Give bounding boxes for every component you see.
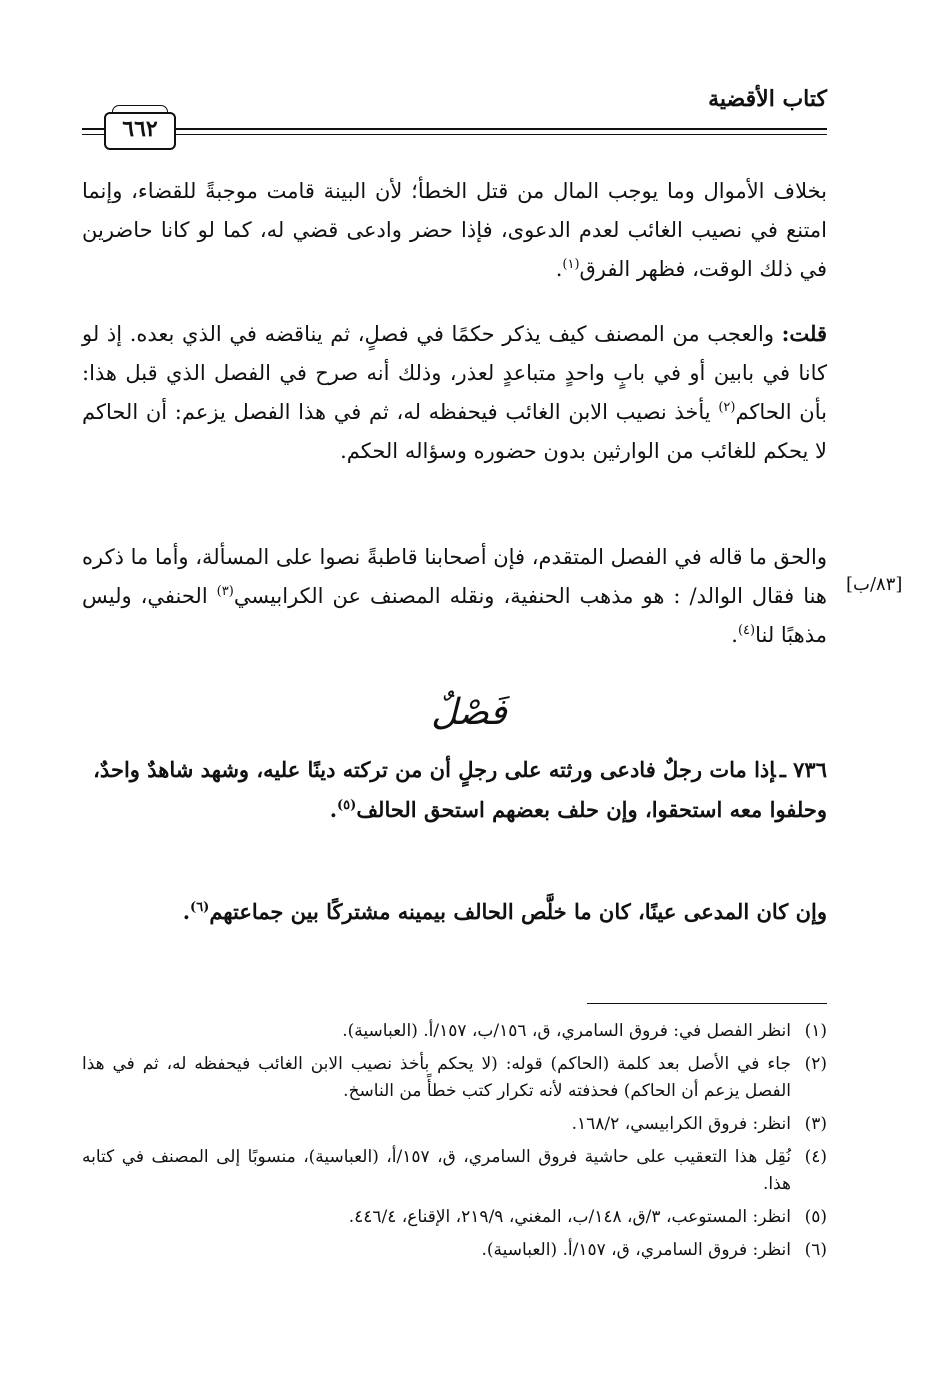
rule-continuation-end: .: [182, 899, 191, 924]
rule-continuation-text: وإن كان المدعى عينًا، كان ما خلَّص الحالف بيمينه مشتركًا بين جماعتهم: [209, 899, 827, 924]
footnote-text: انظر: المستوعب، ٣/ق، ١٤٨/ب، المغني، ٢١٩/٩، الإقناع، ٤٤٦/٤.: [348, 1207, 791, 1227]
footnote-ref-3[interactable]: (٣): [216, 584, 234, 599]
page-header: [82, 86, 827, 150]
footnote-4: [82, 1144, 827, 1198]
footnote-separator: [587, 1003, 827, 1004]
header-rule: [82, 128, 827, 130]
footnote-ref-2[interactable]: (٢): [718, 400, 736, 415]
paragraph-1: [82, 172, 827, 289]
rule-736: [82, 750, 827, 830]
footnote-text: نُقِل هذا التعقيب على حاشية فروق السامري، ق، ١٥٧/أ، (العباسية)، منسوبًا إلى المصنف في كتابه هذا.: [82, 1147, 791, 1194]
footnote-ref-1[interactable]: (١): [562, 257, 580, 272]
paragraph-2-text-b: يأخذ نصيب الابن الغائب فيحفظه له، ثم في هذا الفصل يزعم: أن الحاكم لا يحكم للغائب من الوارثين بدون حضوره وسؤاله الحكم.: [82, 400, 827, 463]
footnote-text: انظر: فروق الكرابيسي، ١٦٨/٢.: [571, 1114, 791, 1134]
footnote-text: انظر الفصل في: فروق السامري، ق، ١٥٦/ب، ١٥٧/أ. (العباسية).: [342, 1021, 791, 1041]
footnote-6: [82, 1237, 827, 1264]
rule-number: ٧٣٦ ـ: [779, 757, 827, 782]
page-number: ٦٦٢: [122, 116, 158, 142]
footnote-text: جاء في الأصل بعد كلمة (الحاكم) قوله: (لا يحكم بأخذ نصيب الابن الغائب فيحفظه له، ثم في هذا الفصل يزعم أن الحاكم) فحذفته لأنه تكرار كتب خطأً من الناسخ.: [82, 1054, 791, 1101]
footnote-number: (١): [804, 1021, 827, 1041]
page-number-frame: [104, 112, 176, 150]
chapter-title: كتاب الأقضية: [708, 86, 827, 112]
paragraph-3: [82, 538, 827, 655]
footnote-3: [82, 1111, 827, 1138]
footnote-number: (٢): [804, 1054, 827, 1074]
footnote-text: انظر: فروق السامري، ق، ١٥٧/أ. (العباسية).: [481, 1240, 791, 1260]
paragraph-2-text-a: والعجب من المصنف كيف يذكر حكمًا في فصلٍ، ثم يناقضه في الذي بعده. إذ لو كانا في بابين أو في بابٍ واحدٍ متباعدٍ لعذر، وذلك أنه صرح في الفصل الذي قبل هذا: بأن الحاكم: [82, 322, 827, 424]
rule-736-continuation: [82, 892, 827, 932]
footnote-ref-4[interactable]: (٤): [737, 623, 756, 638]
paragraph-3-text-a: والحق ما قاله في الفصل المتقدم، فإن أصحابنا قاطبةً نصوا على المسألة، وأما ما ذكره هنا فقال الوالد/ : هو مذهب الحنفية، ونقله المصنف عن الكرابيسي: [82, 545, 828, 608]
footnote-ref-6[interactable]: (٦): [190, 900, 210, 915]
rule-736-end: .: [329, 797, 338, 822]
paragraph-1-text: بخلاف الأموال وما يوجب المال من قتل الخطأ؛ لأن البينة قامت موجبةً للقضاء، وإنما امتنع في نصيب الغائب لعدم الدعوى، فإذا حضر وادعى قضي له، كما لو كانا حاضرين في ذلك الوقت، فظهر الفرق: [82, 179, 827, 281]
footnote-2: [82, 1051, 827, 1105]
footnote-number: (٣): [804, 1114, 827, 1134]
paragraph-3-text-b: الحنفي، وليس مذهبًا لنا: [82, 584, 827, 647]
footnote-5: [82, 1204, 827, 1231]
paragraph-1-end: .: [555, 257, 563, 281]
footnote-number: (٥): [804, 1207, 827, 1227]
footnote-1: [82, 1018, 827, 1045]
header-rule-thin: [82, 134, 827, 135]
footnote-number: (٤): [804, 1147, 827, 1167]
paragraph-3-end: .: [731, 623, 738, 647]
paragraph-2: [82, 314, 827, 471]
footnote-number: (٦): [804, 1240, 827, 1260]
section-heading: فَصْلٌ: [431, 692, 507, 733]
footnotes: [82, 1018, 827, 1270]
footnote-ref-5[interactable]: (٥): [337, 798, 357, 813]
rule-736-text: إذا مات رجلٌ فادعى ورثته على رجلٍ أن من تركته دينًا عليه، وشهد شاهدٌ واحدٌ، وحلفوا معه استحقوا، وإن حلف بعضهم استحق الحالف: [93, 757, 827, 822]
paragraph-2-lead: قلت:: [781, 321, 827, 346]
margin-folio-note: [٨٣/ب]: [846, 574, 903, 595]
